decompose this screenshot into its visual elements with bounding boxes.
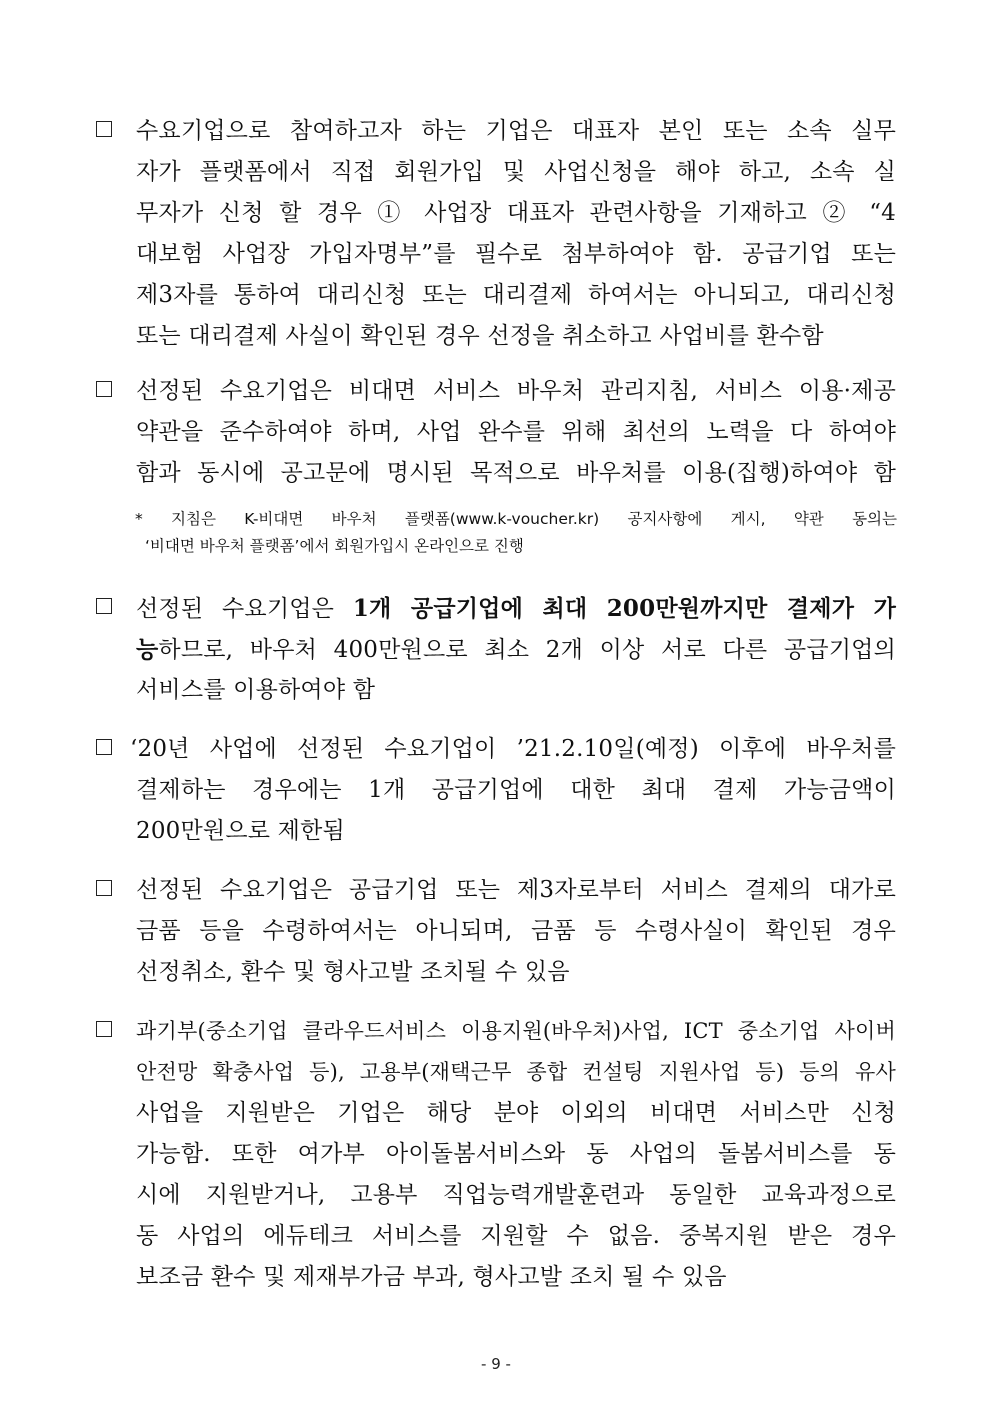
bullet-text [136,111,896,357]
text-line: 200만원으로 제한됨 [136,818,345,844]
bullet-item-6 [96,1011,896,1298]
bullet-item-1 [96,111,896,357]
text-line: 과기부(중소기업 클라우드서비스 이용지원(바우처)사업, ICT 중소기업 사이버 [136,1019,896,1043]
text-line: 선정취소, 환수 및 형사고발 조치될 수 있음 [136,959,570,985]
text-line: 제3자를 통하여 대리신청 또는 대리결제 하여서는 아니되고, 대리신청 [136,282,896,308]
footnote-line: * 지침은 K-비대면 바우처 플랫폼(www.k-voucher.kr) 공지사항에 게시, 약관 동의는 [135,510,897,528]
bullet-item-3 [96,588,896,711]
bullet-item-5 [96,870,896,993]
checkbox-square-icon [96,739,112,755]
text-line: 대보험 사업장 가입자명부”를 필수로 첨부하여야 함. 공급기업 또는 [136,241,896,267]
bullet-text [136,588,896,711]
checkbox-square-icon [96,598,112,614]
text-span: 하므로, 바우처 400만원으로 최소 2개 이상 서로 다른 공급기업의 [158,637,896,663]
text-line: 무자가 신청 할 경우 ① 사업장 대표자 관련사항을 기재하고 ② “4 [136,200,896,226]
text-line: 결제하는 경우에는 1개 공급기업에 대한 최대 결제 가능금액이 [136,777,896,803]
text-line: 사업을 지원받은 기업은 해당 분야 이외의 비대면 서비스만 신청 [136,1100,896,1126]
text-line: ‘20년 사업에 선정된 수요기업이 ’21.2.10일(예정) 이후에 바우처를 [130,736,896,762]
bullet-text [136,371,896,494]
text-line: 안전망 확충사업 등), 고용부(재택근무 종합 컨설팅 지원사업 등) 등의 유사 [136,1060,896,1084]
text-line: 가능함. 또한 여가부 아이돌봄서비스와 동 사업의 돌봄서비스를 동 [136,1141,896,1167]
text-line: 선정된 수요기업은 비대면 서비스 바우처 관리지침, 서비스 이용·제공 [136,378,896,404]
checkbox-square-icon [96,121,112,137]
text-line: 금품 등을 수령하여서는 아니되며, 금품 등 수령사실이 확인된 경우 [136,918,896,944]
text-line: 시에 지원받거나, 고용부 직업능력개발훈련과 동일한 교육과정으로 [136,1182,896,1208]
text-line: 또는 대리결제 사실이 확인된 경우 선정을 취소하고 사업비를 환수함 [136,323,824,349]
text-span: 선정된 수요기업은 [136,596,353,622]
footnote [135,506,897,560]
text-line: 서비스를 이용하여야 함 [136,677,376,703]
bullet-text [136,870,896,993]
text-line [136,629,896,670]
text-line: 보조금 환수 및 제재부가금 부과, 형사고발 조치 될 수 있음 [136,1264,727,1290]
bullet-item-4 [96,729,896,852]
text-line: 선정된 수요기업은 공급기업 또는 제3자로부터 서비스 결제의 대가로 [136,877,896,903]
text-line: 동 사업의 에듀테크 서비스를 지원할 수 없음. 중복지원 받은 경우 [136,1223,896,1249]
bullet-item-2 [96,371,896,494]
footnote-line: ‘비대면 바우처 플랫폼’에서 회원가입시 온라인으로 진행 [145,537,524,555]
text-line: 수요기업으로 참여하고자 하는 기업은 대표자 본인 또는 소속 실무 [136,118,896,144]
text-line: 약관을 준수하여야 하며, 사업 완수를 위해 최선의 노력을 다 하여야 [136,419,896,445]
text-line: 자가 플랫폼에서 직접 회원가입 및 사업신청을 해야 하고, 소속 실 [136,159,896,185]
bold-text: 능 [136,636,159,663]
page-number: - 9 - [481,1355,511,1373]
checkbox-square-icon [96,381,112,397]
checkbox-square-icon [96,1021,112,1037]
text-line: 함과 동시에 공고문에 명시된 목적으로 바우처를 이용(집행)하여야 함 [136,460,896,486]
checkbox-square-icon [96,880,112,896]
bullet-text [136,1011,896,1298]
text-line [136,588,896,629]
bullet-text [130,729,896,852]
bold-text: 1개 공급기업에 최대 200만원까지만 결제가 가 [352,595,896,622]
